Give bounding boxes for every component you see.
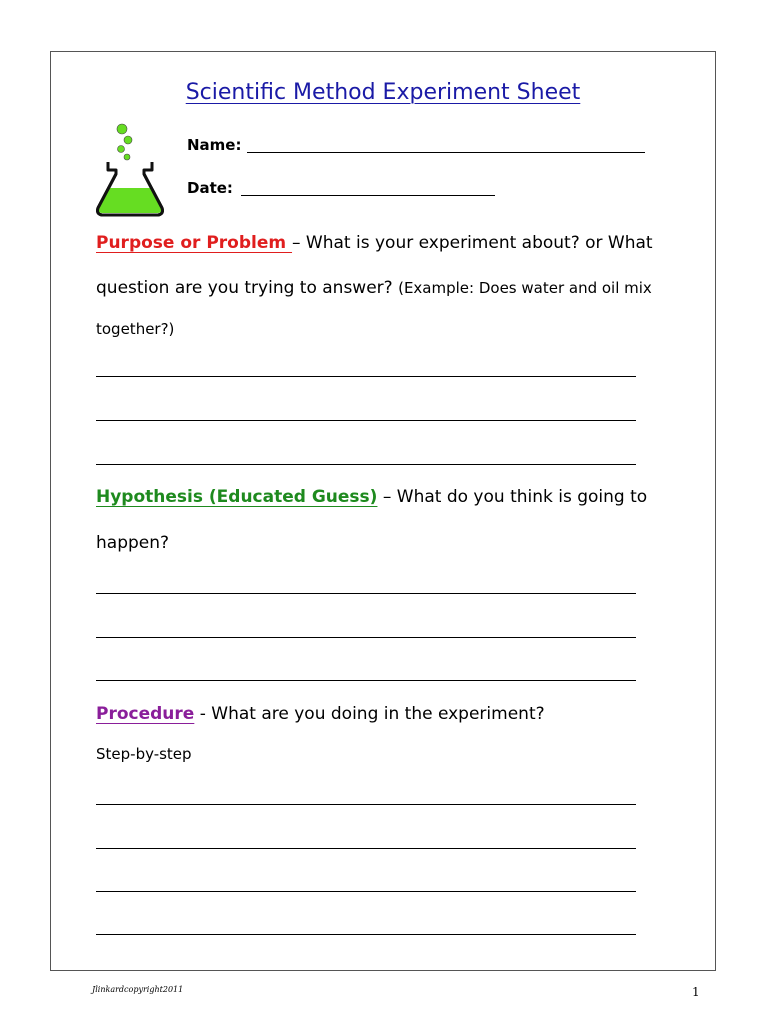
hypothesis-text-1: – What do you think is going to — [377, 487, 648, 507]
name-label: Name: — [187, 136, 242, 154]
procedure-answer-line-3[interactable] — [96, 891, 636, 892]
hypothesis-answer-line-1[interactable] — [96, 593, 636, 594]
hypothesis-answer-line-3[interactable] — [96, 680, 636, 681]
page-number: 1 — [692, 985, 700, 999]
procedure-answer-line-4[interactable] — [96, 934, 636, 935]
procedure-heading: Procedure — [96, 704, 195, 724]
date-label: Date: — [187, 179, 233, 197]
footer-copyright: Jlinkardcopyright2011 — [92, 985, 184, 994]
purpose-answer-line-3[interactable] — [96, 464, 636, 465]
hypothesis-line-2: happen? — [96, 533, 170, 553]
page-title: Scientific Method Experiment Sheet — [185, 80, 581, 105]
procedure-answer-line-2[interactable] — [96, 848, 636, 849]
procedure-line-2: Step-by-step — [96, 745, 192, 763]
flask-icon — [94, 122, 166, 218]
purpose-text-1: – What is your experiment about? or What — [292, 233, 653, 253]
purpose-line-3: together?) — [96, 320, 175, 338]
purpose-answer-line-2[interactable] — [96, 420, 636, 421]
purpose-line-2 — [96, 278, 652, 298]
purpose-text-2a: question are you trying to answer? — [96, 278, 399, 298]
purpose-heading: Purpose or Problem — [96, 233, 293, 253]
procedure-line-1 — [96, 704, 545, 724]
name-line[interactable] — [247, 152, 645, 153]
hypothesis-line-1 — [96, 487, 647, 507]
procedure-text-1: - What are you doing in the experiment? — [194, 704, 545, 724]
procedure-answer-line-1[interactable] — [96, 804, 636, 805]
hypothesis-answer-line-2[interactable] — [96, 637, 636, 638]
purpose-line-1 — [96, 233, 653, 253]
purpose-example: (Example: Does water and oil mix — [398, 279, 652, 297]
purpose-answer-line-1[interactable] — [96, 376, 636, 377]
date-line[interactable] — [241, 195, 495, 196]
hypothesis-heading: Hypothesis (Educated Guess) — [96, 487, 378, 507]
worksheet-page — [50, 51, 716, 971]
